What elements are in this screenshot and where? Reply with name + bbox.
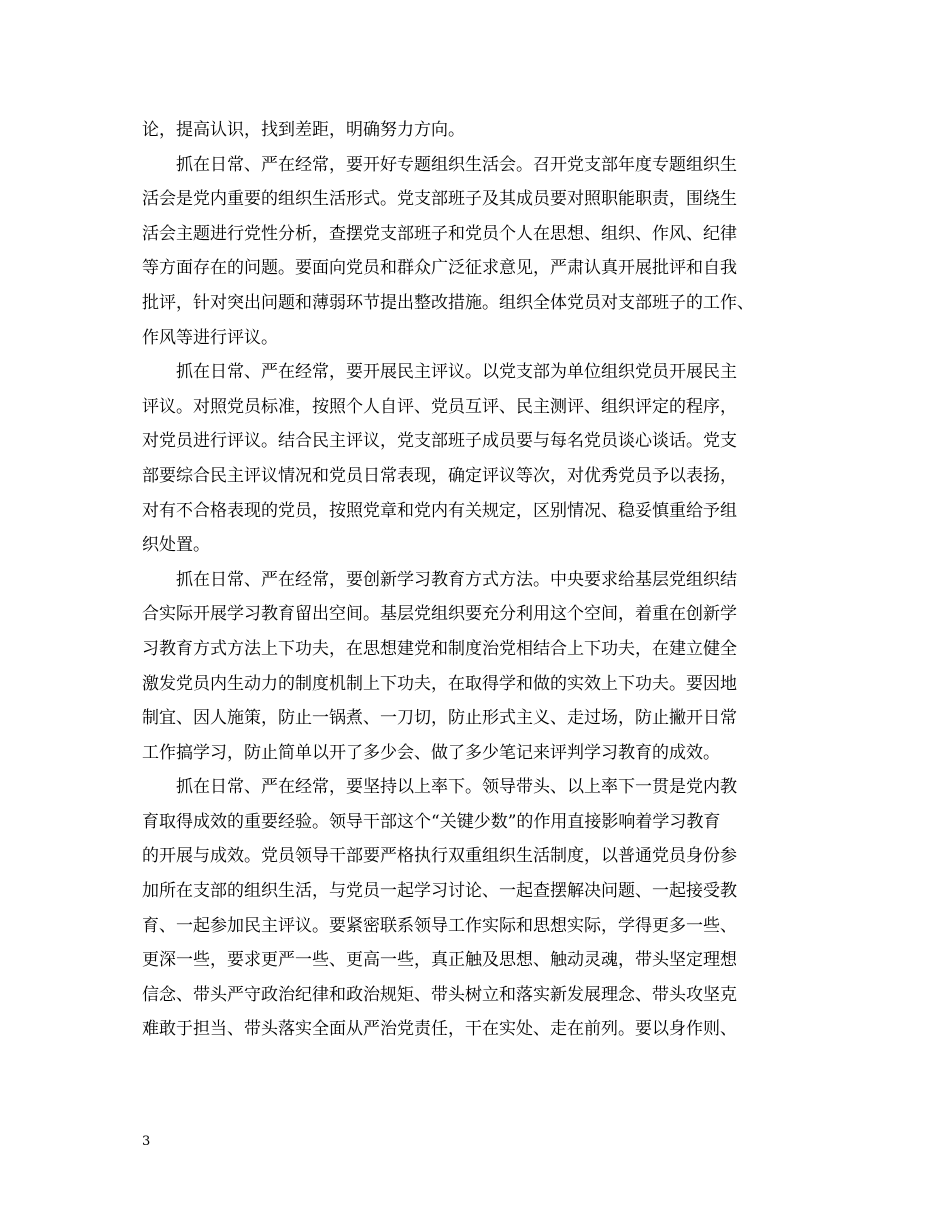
text-line: 更深一些，要求更严一些、更高一些，真正触及思想、触动灵魂，带头坚定理想 <box>142 950 737 971</box>
text-line: 活会主题进行党性分析，查摆党支部班子和党员个人在思想、组织、作风、纪律 <box>142 223 737 244</box>
text-line: 育取得成效的重要经验。领导干部这个“关键少数”的作用直接影响着学习教育 <box>142 811 721 832</box>
text-line: 活会是党内重要的组织生活形式。党支部班子及其成员要对照职能职责，围绕生 <box>142 189 737 210</box>
text-line: 评议。对照党员标准，按照个人自评、党员互评、民主测评、组织评定的程序， <box>142 396 737 417</box>
text-line: 抓在日常、严在经常，要坚持以上率下。领导带头、以上率下一贯是党内教 <box>142 777 737 798</box>
text-line: 信念、带头严守政治纪律和政治规矩、带头树立和落实新发展理念、带头攻坚克 <box>142 984 737 1005</box>
text-line: 工作搞学习，防止简单以开了多少会、做了多少笔记来评判学习教育的成效。 <box>142 742 720 763</box>
text-line: 抓在日常、严在经常，要开展民主评议。以党支部为单位组织党员开展民主 <box>142 362 737 383</box>
text-line: 加所在支部的组织生活，与党员一起学习讨论、一起查摆解决问题、一起接受教 <box>142 881 737 902</box>
text-line: 对有不合格表现的党员，按照党章和党内有关规定，区别情况、稳妥慎重给予组 <box>142 500 737 521</box>
text-line: 难敢于担当、带头落实全面从严治党责任，干在实处、走在前列。要以身作则、 <box>142 1019 737 1040</box>
text-line: 论，提高认识，找到差距，明确努力方向。 <box>142 120 465 140</box>
text-line: 合实际开展学习教育留出空间。基层党组织要充分利用这个空间，着重在创新学 <box>142 604 737 625</box>
text-line: 等方面存在的问题。要面向党员和群众广泛征求意见，严肃认真开展批评和自我 <box>142 258 737 279</box>
text-line: 批评，针对突出问题和薄弱环节提出整改措施。组织全体党员对支部班子的工作、 <box>142 292 754 313</box>
text-line: 抓在日常、严在经常，要开好专题组织生活会。召开党支部年度专题组织生 <box>142 154 737 175</box>
text-line: 习教育方式方法上下功夫，在思想建党和制度治党相结合上下功夫，在建立健全 <box>142 638 737 659</box>
text-line: 部要综合民主评议情况和党员日常表现，确定评议等次，对优秀党员予以表扬， <box>142 465 737 486</box>
text-line: 作风等进行评议。 <box>142 327 278 348</box>
text-line: 对党员进行评议。结合民主评议，党支部班子成员要与每名党员谈心谈话。党支 <box>142 431 737 452</box>
text-line: 激发党员内生动力的制度机制上下功夫，在取得学和做的实效上下功夫。要因地 <box>142 673 737 694</box>
text-line: 抓在日常、严在经常，要创新学习教育方式方法。中央要求给基层党组织结 <box>142 569 737 590</box>
text-line: 育、一起参加民主评议。要紧密联系领导工作实际和思想实际，学得更多一些、 <box>142 915 737 936</box>
body-text <box>142 113 822 1047</box>
text-line: 织处置。 <box>142 535 210 556</box>
page-number: 3 <box>142 1134 151 1149</box>
text-line: 制宜、因人施策，防止一锅煮、一刀切，防止形式主义、走过场，防止撇开日常 <box>142 708 737 729</box>
text-line: 的开展与成效。党员领导干部要严格执行双重组织生活制度，以普通党员身份参 <box>142 846 737 867</box>
